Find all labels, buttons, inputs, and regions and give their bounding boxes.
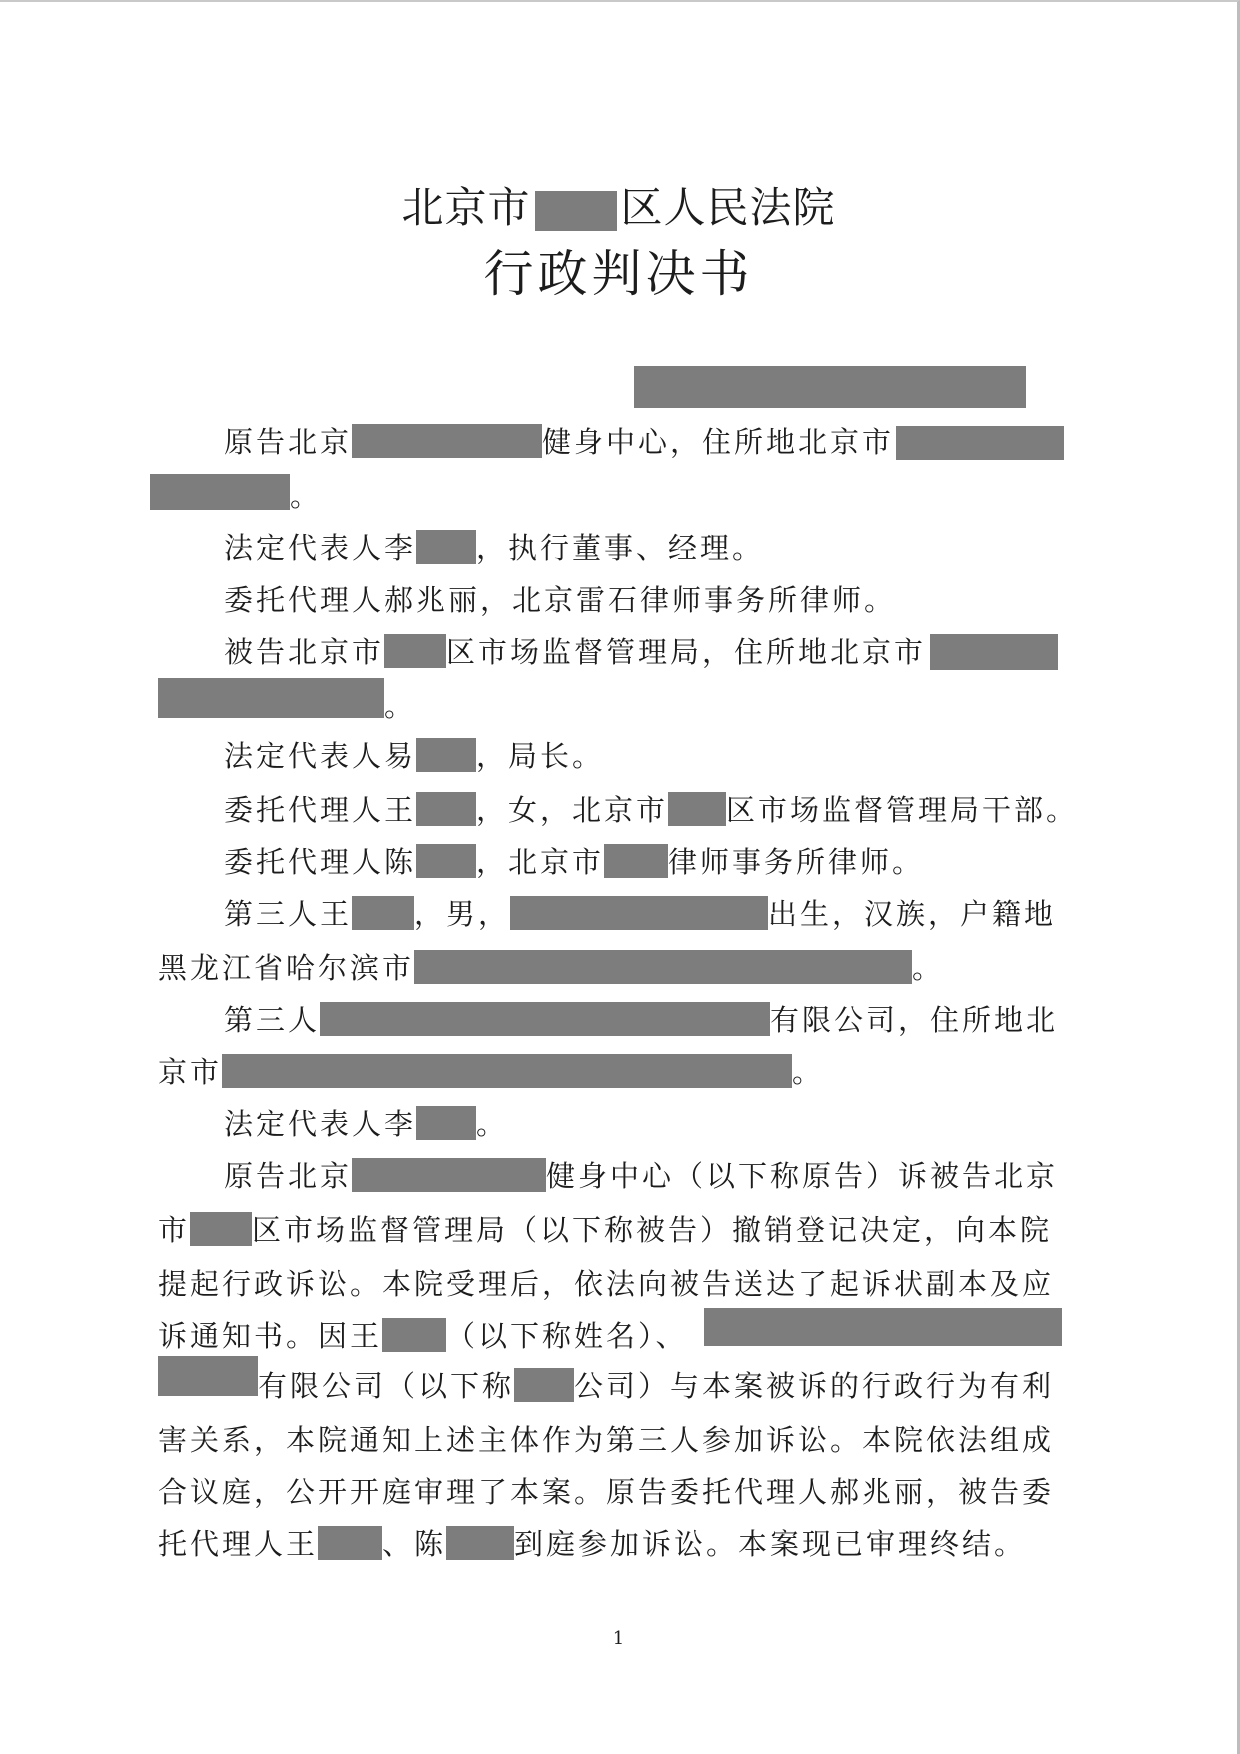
text-run: ，北京市 bbox=[476, 845, 605, 879]
redaction-box bbox=[352, 424, 542, 458]
redaction-box bbox=[416, 1106, 476, 1140]
text-run: 健身中心，住所地北京市 bbox=[542, 425, 895, 459]
text-run: 。 bbox=[792, 1055, 825, 1089]
case-number-redaction bbox=[634, 366, 1026, 408]
text-run: 。 bbox=[912, 951, 945, 985]
redaction-box bbox=[320, 1002, 770, 1036]
text-line bbox=[224, 422, 894, 462]
text-run: 出生，汉族，户籍地 bbox=[768, 897, 1057, 931]
redaction-box bbox=[382, 1318, 446, 1352]
text-line bbox=[384, 686, 416, 726]
text-run: ，男， bbox=[414, 897, 511, 931]
text-run: 黑龙江省哈尔滨市 bbox=[158, 951, 415, 985]
court-prefix: 北京市 bbox=[401, 183, 531, 232]
redaction-box bbox=[416, 738, 476, 772]
text-run: 法定代表人李 bbox=[224, 1107, 417, 1141]
text-run: （以下称姓名）、 bbox=[446, 1319, 688, 1353]
text-run: 律师事务所律师。 bbox=[668, 845, 925, 879]
text-line bbox=[158, 1052, 824, 1092]
text-line bbox=[224, 528, 764, 568]
text-run: 京市 bbox=[158, 1055, 223, 1089]
text-line bbox=[158, 1524, 1026, 1564]
redaction-box bbox=[416, 792, 476, 826]
text-run: 。 bbox=[290, 479, 323, 513]
text-line bbox=[224, 1104, 508, 1144]
text-run: 原告北京 bbox=[224, 1159, 353, 1193]
redaction-box bbox=[668, 792, 726, 826]
text-run: 。 bbox=[384, 689, 417, 723]
court-suffix: 区人民法院 bbox=[620, 183, 836, 232]
redaction-box bbox=[384, 634, 446, 668]
text-line bbox=[158, 1210, 1052, 1250]
text-line bbox=[224, 580, 896, 620]
redaction-box bbox=[414, 950, 912, 984]
redaction-box bbox=[416, 844, 476, 878]
text-run: 有限公司（以下称 bbox=[258, 1369, 515, 1403]
redaction-box bbox=[158, 678, 384, 718]
text-run: 到庭参加诉讼。本案现已审理终结。 bbox=[514, 1527, 1027, 1561]
text-run: 法定代表人李 bbox=[224, 531, 417, 565]
text-run: 区市场监督管理局干部。 bbox=[726, 793, 1079, 827]
text-run: 健身中心（以下称原告）诉被告北京 bbox=[546, 1159, 1059, 1193]
text-run: ，执行董事、经理。 bbox=[476, 531, 765, 565]
text-line bbox=[290, 476, 322, 516]
text-run: 诉通知书。因王 bbox=[158, 1319, 383, 1353]
text-line bbox=[258, 1366, 1054, 1406]
redaction-box bbox=[930, 634, 1058, 670]
redaction-box bbox=[352, 1158, 546, 1192]
text-line bbox=[158, 1420, 1054, 1460]
text-run: 提起行政诉讼。本院受理后，依法向被告送达了起诉状副本及应 bbox=[158, 1267, 1055, 1301]
court-name bbox=[0, 180, 1237, 236]
redaction-box bbox=[446, 1526, 514, 1560]
text-run: 委托代理人王 bbox=[224, 793, 417, 827]
text-run: 被告北京市 bbox=[224, 635, 385, 669]
redaction-box bbox=[896, 426, 1064, 460]
text-run: 区市场监督管理局（以下称被告）撤销登记决定，向本院 bbox=[252, 1213, 1053, 1247]
text-line bbox=[224, 790, 1078, 830]
text-run: 。 bbox=[476, 1107, 509, 1141]
redaction-box bbox=[514, 1368, 574, 1402]
text-line bbox=[224, 842, 924, 882]
text-line bbox=[158, 1316, 688, 1356]
text-run: 区市场监督管理局，住所地北京市 bbox=[446, 635, 927, 669]
text-line bbox=[158, 1472, 1054, 1512]
page-number: 1 bbox=[612, 1628, 625, 1649]
text-run: 有限公司，住所地北 bbox=[770, 1003, 1059, 1037]
text-run: 第三人 bbox=[224, 1003, 321, 1037]
text-run: 法定代表人易 bbox=[224, 739, 417, 773]
redaction-box bbox=[535, 191, 617, 231]
text-run: 委托代理人郝兆丽，北京雷石律师事务所律师。 bbox=[224, 583, 897, 617]
text-line bbox=[224, 1000, 1058, 1040]
text-run: 市 bbox=[158, 1213, 191, 1247]
text-run: 公司）与本案被诉的行政行为有利 bbox=[574, 1369, 1055, 1403]
redaction-box bbox=[158, 1356, 258, 1396]
text-run: 第三人王 bbox=[224, 897, 353, 931]
text-line bbox=[224, 1156, 1058, 1196]
text-run: 、陈 bbox=[382, 1527, 447, 1561]
redaction-box bbox=[416, 530, 476, 564]
text-run: 原告北京 bbox=[224, 425, 353, 459]
text-line bbox=[158, 948, 944, 988]
redaction-box bbox=[352, 896, 414, 930]
text-line bbox=[224, 632, 926, 672]
redaction-box bbox=[704, 1308, 1062, 1346]
redaction-box bbox=[604, 844, 668, 878]
redaction-box bbox=[150, 474, 290, 510]
text-run: 托代理人王 bbox=[158, 1527, 319, 1561]
redaction-box bbox=[318, 1526, 382, 1560]
text-line bbox=[158, 1264, 1054, 1304]
text-run: 合议庭，公开开庭审理了本案。原告委托代理人郝兆丽，被告委 bbox=[158, 1475, 1055, 1509]
redaction-box bbox=[510, 896, 768, 930]
redaction-box bbox=[222, 1054, 792, 1088]
document-type-title: 行政判决书 bbox=[483, 245, 754, 303]
text-run: ，局长。 bbox=[476, 739, 605, 773]
text-run: ，女，北京市 bbox=[476, 793, 669, 827]
text-run: 害关系，本院通知上述主体作为第三人参加诉讼。本院依法组成 bbox=[158, 1423, 1055, 1457]
text-line bbox=[224, 894, 1056, 934]
text-line bbox=[224, 736, 604, 776]
redaction-box bbox=[190, 1212, 252, 1246]
text-run: 委托代理人陈 bbox=[224, 845, 417, 879]
